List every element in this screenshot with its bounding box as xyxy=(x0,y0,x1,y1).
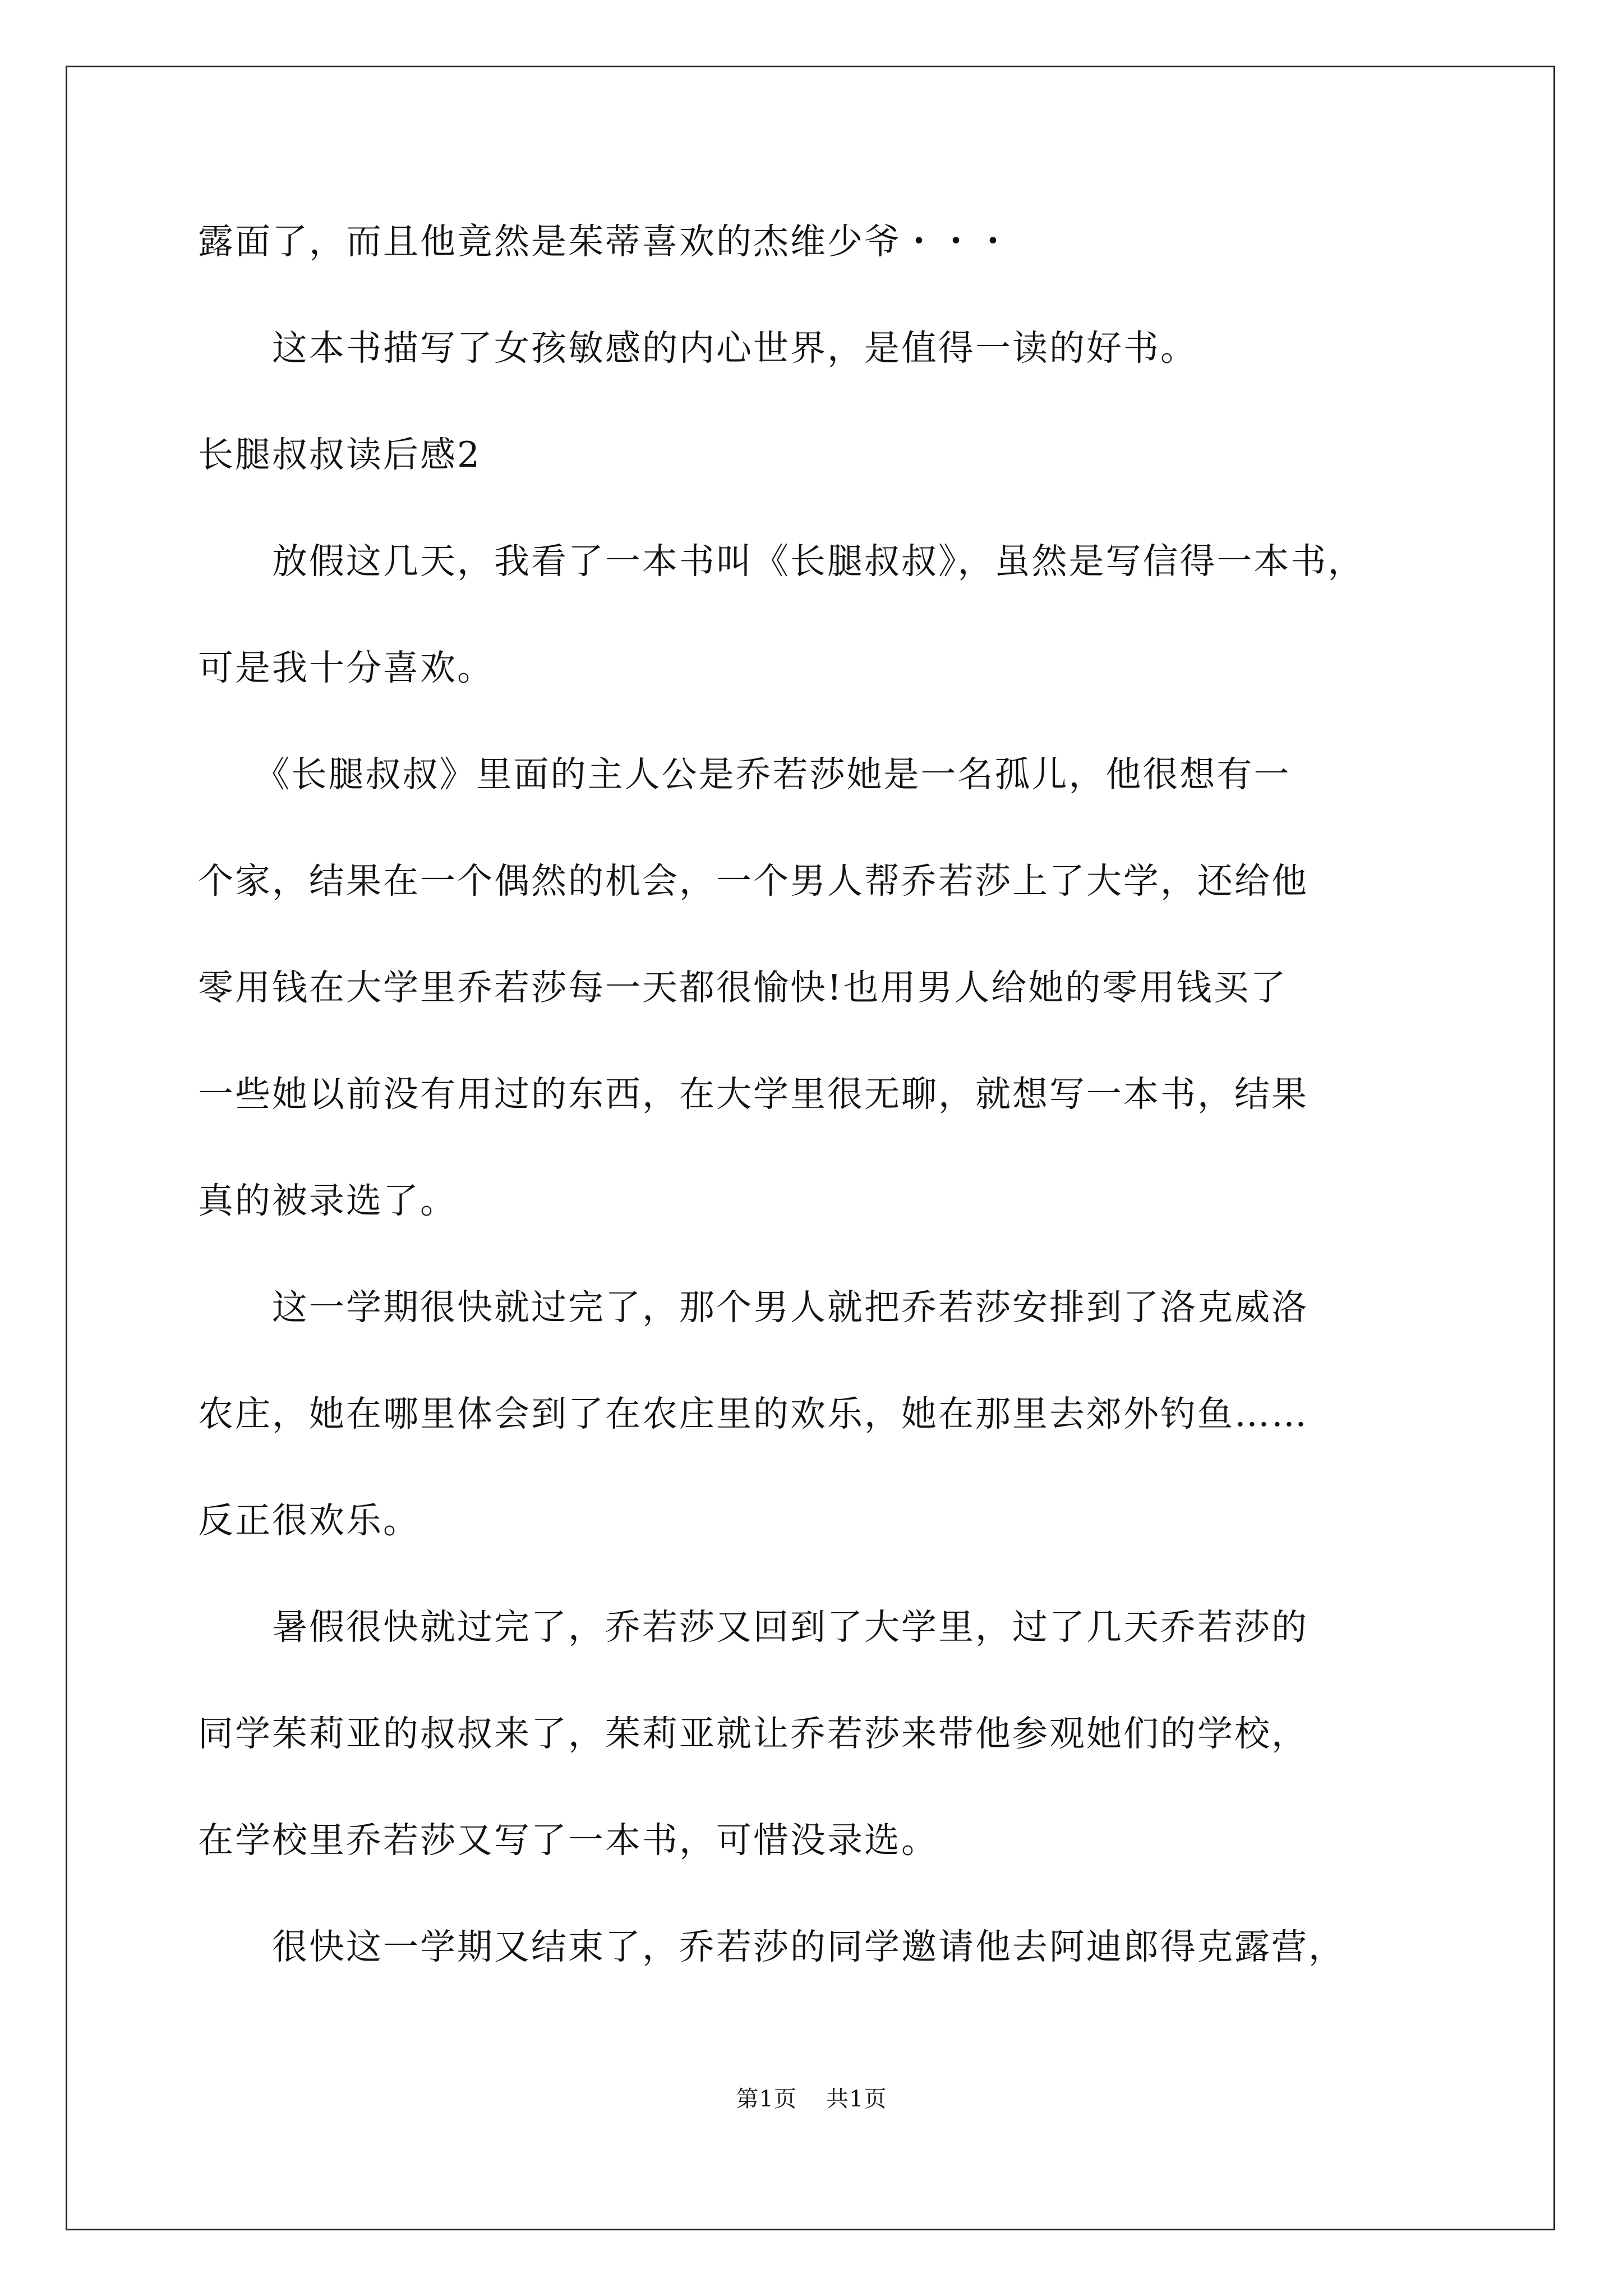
text-line: 同学茱莉亚的叔叔来了，茱莉亚就让乔若莎来带他参观她们的学校， xyxy=(198,1713,1308,1754)
text-line: 零用钱在大学里乔若莎每一天都很愉快!也用男人给她的零用钱买了 xyxy=(198,967,1288,1008)
text-line: 暑假很快就过完了，乔若莎又回到了大学里，过了几天乔若莎的 xyxy=(198,1607,1308,1648)
text-line: 一些她以前没有用过的东西，在大学里很无聊，就想写一本书，结果 xyxy=(198,1074,1308,1115)
page-total: 共1页 xyxy=(826,2086,887,2112)
text-line: 露面了，而且他竟然是茱蒂喜欢的杰维少爷・・・ xyxy=(198,221,1012,262)
text-line: 在学校里乔若莎又写了一本书，可惜没录选。 xyxy=(198,1820,938,1861)
section-heading: 长腿叔叔读后感2 xyxy=(198,434,482,475)
text-line: 放假这几天，我看了一本书叫《长腿叔叔》，虽然是写信得一本书， xyxy=(198,541,1365,582)
text-line: 农庄，她在哪里体会到了在农庄里的欢乐，她在那里去郊外钓鱼…… xyxy=(198,1393,1308,1434)
text-line: 可是我十分喜欢。 xyxy=(198,647,494,688)
page-border xyxy=(66,66,1555,2230)
text-line: 这一学期很快就过完了，那个男人就把乔若莎安排到了洛克威洛 xyxy=(198,1287,1308,1328)
text-line: 很快这一学期又结束了，乔若莎的同学邀请他去阿迪郎得克露营， xyxy=(198,1926,1345,1967)
text-line: 个家，结果在一个偶然的机会，一个男人帮乔若莎上了大学，还给他 xyxy=(198,861,1308,901)
text-line: 这本书描写了女孩敏感的内心世界，是值得一读的好书。 xyxy=(198,328,1197,369)
text-line: 《长腿叔叔》里面的主人公是乔若莎她是一名孤儿，他很想有一 xyxy=(198,754,1291,795)
text-line: 真的被录选了。 xyxy=(198,1180,457,1221)
text-line: 反正很欢乐。 xyxy=(198,1500,420,1541)
page-number: 第1页 xyxy=(736,2086,797,2112)
page-footer xyxy=(0,2086,1623,2113)
